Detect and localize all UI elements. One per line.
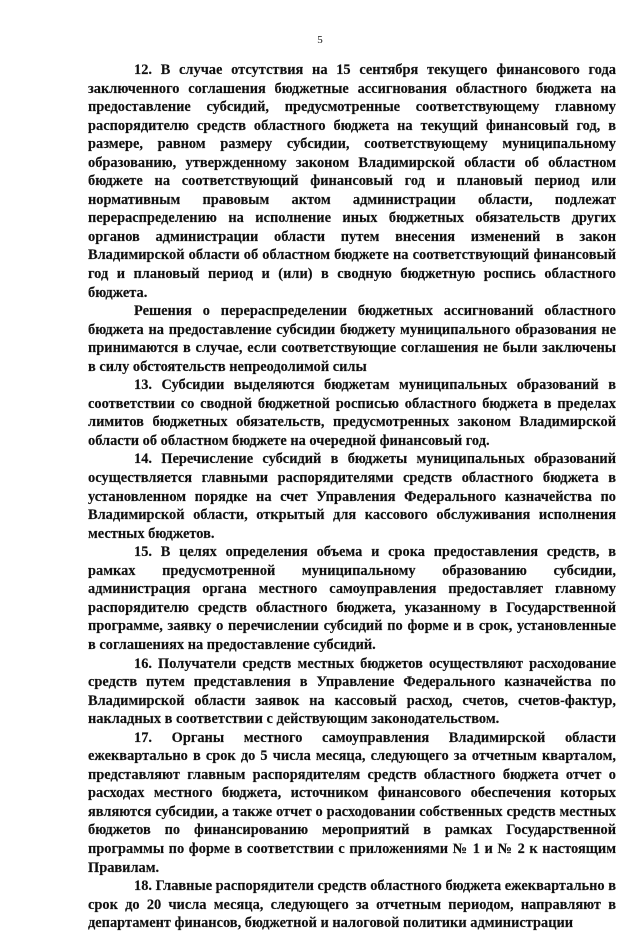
paragraph-13: 13. Субсидии выделяются бюджетам муниципальных образований в соответствии со сводной бюджетной росписью областного бюджета в пределах лимитов бюджетных обязательств, предусмотренных законом Владимирской области об областном бюджете на очередной финансовый год. — [88, 377, 616, 449]
paragraph-16: 16. Получатели средств местных бюджетов осуществляют расходование средств путем представления в Управление Федерального казначейства по Владимирской области заявок на кассовый расход, счетов, счетов-фактур, накладных в соответствии с действующим законодательством. — [88, 655, 616, 728]
paragraph-15: 15. В целях определения объема и срока предоставления средств, в рамках предусмотренной муниципальному образованию субсидии, администрация органа местного самоуправления предоставляет главному распорядителю средств областного бюджета, указанному в Государственной программе, заявку о перечислении субсидий по форме и в срок, установленные в соглашениях на предоставление субсидий. — [88, 544, 616, 653]
paragraph-14: 14. Перечисление субсидий в бюджеты муниципальных образований осуществляется главными распорядителями средств областного бюджета в установленном порядке на счет Управления Федерального казначейства по Владимирской области, открытый для кассового обслуживания исполнения местных бюджетов. — [88, 451, 616, 542]
paragraph-12: 12. В случае отсутствия на 15 сентября текущего финансового года заключенного соглашения бюджетные ассигнования областного бюджета на предоставление субсидий, предусмотренные соответствующему главному распорядителю средств областного бюджета на текущий финансовый год, в размере, равном размеру субсидии, соответствующему муниципальному образованию, утвержденному законом Владимирской области об областном бюджете на соответствующий финансовый год и плановый период или нормативным правовым актом администрации области, подлежат перераспределению на исполнение иных бюджетных обязательств других органов администрации области путем внесения изменений в закон Владимирской области об областном бюджете на соответствующий финансовый год и плановый период и (или) в сводную бюджетную роспись областного бюджета. — [88, 62, 616, 301]
document-body — [88, 61, 616, 933]
paragraph-12-decisions: Решения о перераспределении бюджетных ассигнований областного бюджета на предоставление субсидии бюджету муниципального образования не принимаются в случае, если соответствующие соглашения не были заключены в силу обстоятельств непреодолимой силы — [88, 303, 616, 375]
paragraph-18: 18. Главные распорядители средств областного бюджета ежеквартально в срок до 20 числа месяца, следующего за отчетным периодом, направляют в департамент финансов, бюджетной и налоговой политики администрации — [88, 878, 616, 932]
page-number: 5 — [317, 34, 323, 46]
paragraph-17: 17. Органы местного самоуправления Владимирской области ежеквартально в срок до 5 числа месяца, следующего за отчетным кварталом, представляют главным распорядителям средств областного бюджета отчет о расходах местного бюджета, источником финансового обеспечения которых являются субсидии, а также отчет о расходовании собственных средств местных бюджетов по финансированию мероприятий в рамках Государственной программы по форме в соответствии с приложениями № 1 и № 2 к настоящим Правилам. — [88, 729, 616, 876]
